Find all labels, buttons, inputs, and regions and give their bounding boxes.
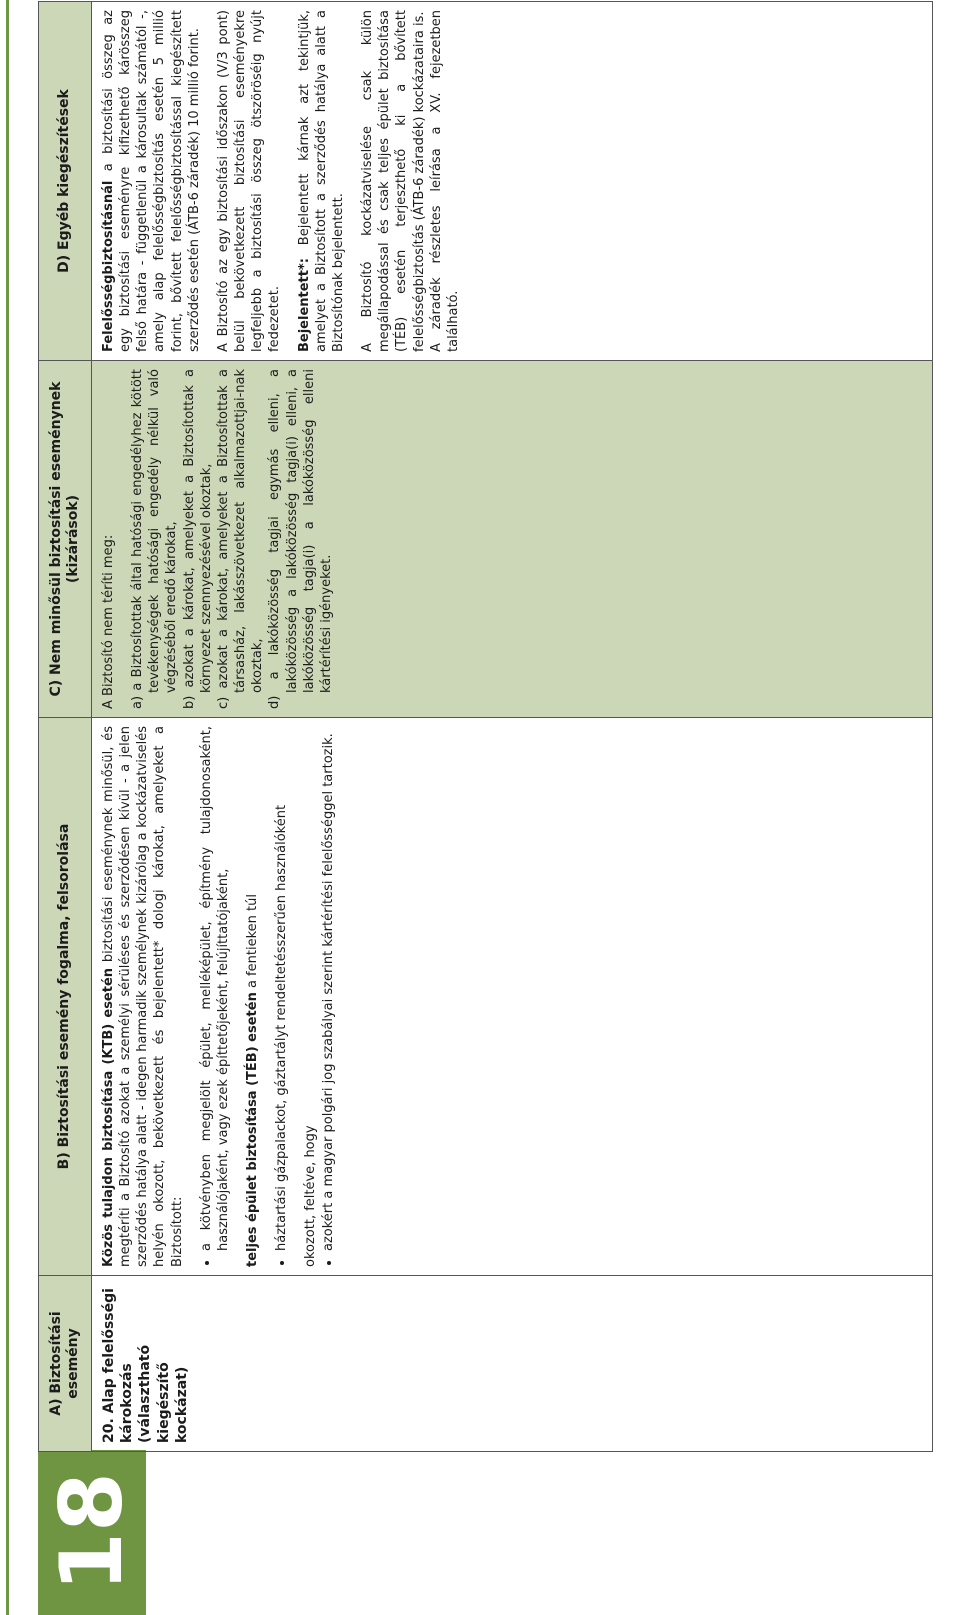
header-a: A) Biztosítási esemény [39, 1276, 92, 1452]
header-c: C) Nem minősül biztosítási eseménynek (kizárások) [39, 361, 92, 718]
definition-intro [100, 726, 186, 1267]
bullet-item: • azokért a magyar polgári jog szabályai szerint kártérítési felelősséggel tartozik. [320, 726, 337, 1251]
cell-definition [92, 718, 933, 1276]
table-row [92, 2, 933, 1452]
liability-label: Felelősségbiztosításnál [101, 180, 116, 352]
exclusion-item: d) a lakóközösség tagjai egymás elleni, a lakóközösség a lakóközösség tagja(i) elleni, a lakóközösség tagja(i) a lakóközösség elleni kártérítési igényeket. [267, 369, 334, 709]
left-margin-rule [6, 0, 9, 1615]
cell-event [92, 1276, 933, 1452]
supplement-reference: A záradék részletes leírása a XV. fejezetben található. [428, 10, 461, 352]
event-title: 20. Alap felelősségi károkozás (választható kiegészítő kockázat) [101, 1288, 190, 1443]
exclusions-intro: A Biztosító nem téríti meg: [101, 534, 116, 709]
rotated-table-wrapper [38, 2, 933, 1452]
header-b: B) Biztosítási esemény fogalma, felsorolása [39, 718, 92, 1276]
teb-label: teljes épület biztosítása (TÉB) esetén [245, 992, 261, 1267]
supplement-reported [296, 10, 347, 352]
header-row [39, 2, 92, 1452]
bullet-list-2 [273, 726, 290, 1267]
ktb-label: Közös tulajdon biztosítása (KTB) esetén [101, 967, 116, 1267]
exclusion-item: c) azokat a károkat, amelyeket a Biztosítottak a társasház, lakásszövetkezet alkalmazottjai-nak okoztak, [215, 369, 266, 709]
bullet-item: • háztartási gázpalackot, gáztartályt rendeltetésszerűen használóként [273, 726, 290, 1251]
supplement-extension: A Biztosító kockázatviselése csak külön megállapodással és csak teljes épület biztosítása (TÉB) esetén terjeszthető ki a bővített felelősségbiztosítás (ÁTB-6 záradék) kockázataira is. [360, 10, 427, 352]
bullet-item: • a kötvényben megjelölt épület, melléképület, építmény tulajdonosaként, használójaként, vagy ezek építtetőjeként, felújíttatójaként, [198, 726, 232, 1251]
cell-exclusions [92, 361, 933, 718]
bullet-list-3 [320, 726, 337, 1267]
exclusion-item: a) a Biztosítottak által hatósági engedélyhez kötött tevékenységek hatósági engedély nélkül való végzéséből eredő károkat, [130, 369, 180, 709]
supplement-liability [100, 10, 203, 352]
liability-text: a biztosítási összeg az egy biztosítási eseményre kifizethető kárösszeg felső határa - függetlenül a károsultak számától -, amely alap felelősségbiztosítás esetén 5 millió forint, bővített felelősségbiztosítással kiegészített szerződés esetén (ÁTB-6 záradék) 10 millió forint. [101, 10, 202, 352]
page-number-badge [38, 1450, 146, 1615]
definition-intro-text: biztosítási eseménynek minősül, és megtéríti a Biztosító azokat a személyi sérüléses és szerződésen kívül - a jelen szerződés hatálya alatt - idegen harmadik személynek kizárólag a kockázatviselés helyén okozott, bekövetkezett és bejelentett* dologi károkat, amelyeket a Biztosított: [101, 726, 185, 1267]
supplement-coverage-limit: A Biztosító az egy biztosítási időszakon (V/3 pont) belül bekövetkezett biztosítási eseményekre legfeljebb a biztosítási összeg ötszöröséig nyújt fedezetet. [215, 10, 283, 352]
page-number: 18 [42, 1472, 142, 1592]
exclusion-item: b) azokat a károkat, amelyeket a Biztosítottak a környezet szennyezésével okoztak, [181, 369, 214, 709]
bullet-list-1 [198, 726, 232, 1267]
cell-supplements [92, 2, 933, 361]
teb-line [244, 726, 261, 1267]
caused-line: okozott, feltéve, hogy [303, 1125, 319, 1267]
insurance-terms-table [38, 1, 933, 1452]
reported-text: Bejelentett kárnak azt tekintjük, amelyet a Biztosított a szerződés hatálya alatt a Biztosítónak bejelentett. [296, 10, 346, 352]
reported-label: Bejelentett*: [296, 258, 312, 352]
header-d: D) Egyéb kiegészítések [39, 2, 92, 361]
exclusions-list [129, 369, 335, 709]
teb-text: a fentieken túl [245, 894, 261, 993]
